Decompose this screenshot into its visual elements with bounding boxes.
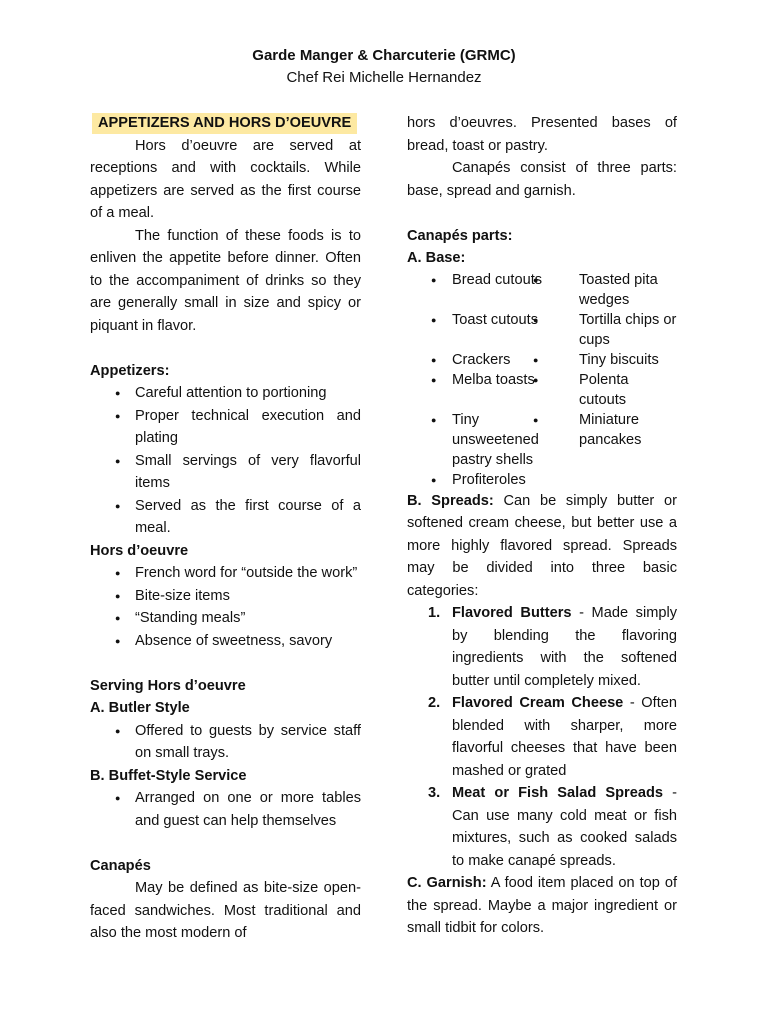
hors-heading: Hors d’oeuvre: [90, 542, 189, 559]
base-heading: A. Base:: [407, 250, 466, 266]
list-item: ● Arranged on one or more tables and guest can help themselves: [90, 787, 361, 832]
appetizers-list: [90, 382, 361, 540]
section-title: APPETIZERS AND HORS D’OEUVRE: [92, 113, 357, 134]
list-item: ● French word for “outside the work”: [90, 562, 361, 585]
author-name: Chef Rei Michelle Hernandez: [286, 69, 482, 86]
list-item: ● Miniature pancakes: [533, 410, 677, 470]
canapes-parts-paragraph: Canapés consist of three parts: base, spread and garnish.: [407, 160, 677, 199]
list-item: ● Toast cutouts: [407, 310, 557, 350]
spreads-text: Can be simply butter or softened cream cheese, but better use a more highly flavored spread. Spreads may be divided into three basic categories:: [407, 492, 677, 599]
document-header: [0, 45, 768, 89]
spread-title: Meat or Fish Salad Spreads: [452, 785, 663, 801]
buffet-heading: B. Buffet-Style Service: [90, 767, 247, 784]
list-item: [407, 782, 677, 872]
list-number: 2.: [428, 695, 441, 711]
function-paragraph: The function of these foods is to enliven the appetite before dinner. Often to the accompaniment of drinks so they are generally small in size and spicy or piquant in flavor.: [90, 227, 361, 334]
canapes-paragraph-continued: hors d’oeuvres. Presented bases of bread, toast or pastry.: [407, 115, 677, 154]
serving-heading: Serving Hors d’oeuvre: [90, 677, 246, 694]
butler-list: [90, 720, 361, 765]
list-item: ● Toasted pita wedges: [533, 270, 677, 310]
left-column: [90, 112, 361, 945]
list-item: ● Bite-size items: [90, 585, 361, 608]
garnish-paragraph: [407, 872, 677, 940]
hors-list: [90, 562, 361, 652]
appetizers-heading: Appetizers:: [90, 362, 170, 379]
list-item: ● Served as the first course of a meal.: [90, 495, 361, 540]
list-item: ● Melba toasts: [407, 370, 557, 410]
list-item: ● Offered to guests by service staff on small trays.: [90, 720, 361, 765]
list-number: 1.: [428, 605, 441, 621]
spreads-label: B. Spreads:: [407, 492, 494, 509]
list-item: [407, 692, 677, 782]
list-item: ● “Standing meals”: [90, 607, 361, 630]
spread-title: Flavored Butters: [452, 605, 572, 621]
spread-text: - Can use many cold meat or fish mixtures, such as cooked salads to make canapé spreads.: [452, 785, 677, 869]
parts-heading: Canapés parts:: [407, 227, 513, 244]
spread-title: Flavored Cream Cheese: [452, 695, 624, 711]
butler-heading: A. Butler Style: [90, 700, 190, 716]
canapes-heading: Canapés: [90, 857, 151, 874]
list-item: [407, 602, 677, 692]
list-item: ● Bread cutouts: [407, 270, 557, 310]
section-title-wrap: [90, 112, 361, 135]
list-item: ● Tiny biscuits: [533, 350, 677, 370]
course-title: Garde Manger & Charcuterie (GRMC): [252, 47, 516, 64]
right-column: [407, 112, 677, 940]
list-item: ● Small servings of very flavorful items: [90, 450, 361, 495]
base-list: [407, 270, 677, 490]
list-item: ● Crackers: [407, 350, 557, 370]
list-item: ● Proper technical execution and plating: [90, 405, 361, 450]
list-item: ● Tortilla chips or cups: [533, 310, 677, 350]
garnish-text: A food item placed on top of the spread. Maybe a major ingredient or small tidbit for colors.: [407, 875, 677, 936]
buffet-list: [90, 787, 361, 832]
spreads-list: [407, 602, 677, 872]
garnish-label: C. Garnish:: [407, 875, 487, 891]
list-item: ● Absence of sweetness, savory: [90, 630, 361, 653]
spreads-paragraph: [407, 490, 677, 603]
canapes-paragraph: May be defined as bite-size open-faced sandwiches. Most traditional and also the most modern of: [90, 880, 361, 941]
intro-paragraph: Hors d’oeuvre are served at receptions and with cocktails. While appetizers are served as the first course of a meal.: [90, 137, 361, 221]
spread-text: - Often blended with sharper, more flavorful cheeses that have been mashed or grated: [452, 695, 677, 779]
list-item: ● Tiny unsweetened pastry shells: [407, 410, 557, 470]
list-number: 3.: [428, 785, 441, 801]
list-item: ● Careful attention to portioning: [90, 382, 361, 405]
spread-text: - Made simply by blending the flavoring ingredients with the softened butter until completely mixed.: [452, 605, 678, 689]
list-item: ● Polenta cutouts: [533, 370, 677, 410]
list-item: ● Profiteroles: [407, 470, 557, 490]
